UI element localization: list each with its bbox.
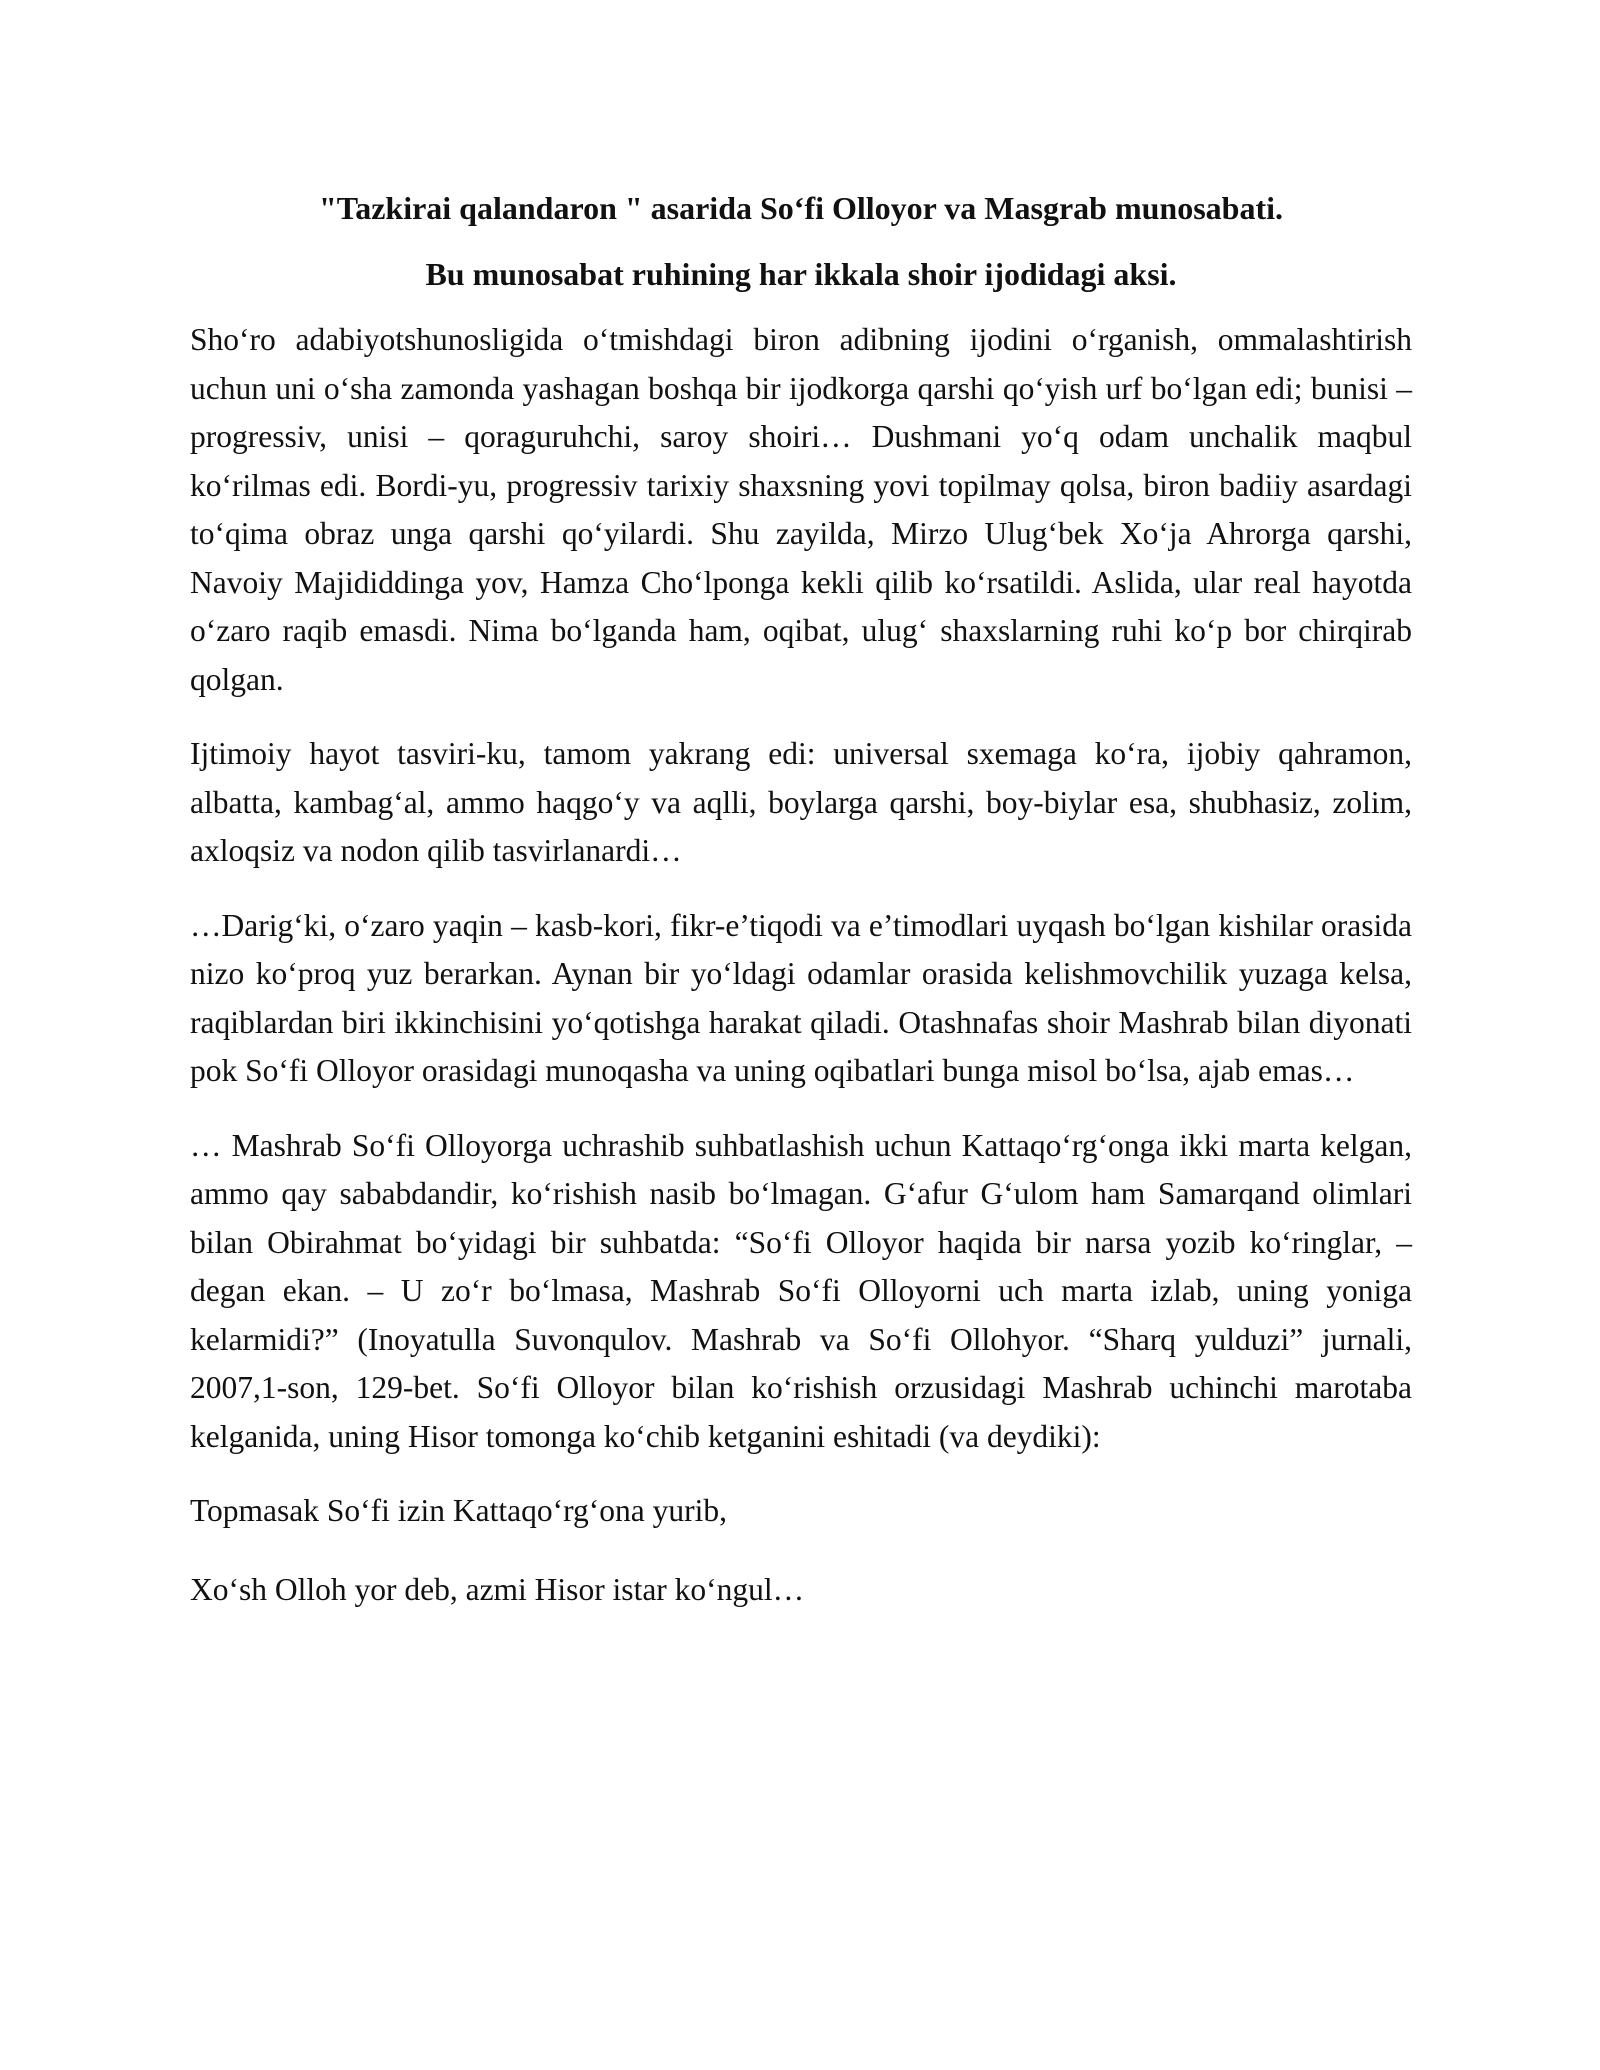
paragraph-2: Ijtimoiy hayot tasviri-ku, tamom yakrang edi: universal sxemaga ko‘ra, ijobiy qahramon, albatta, kambag‘al, ammo haqgo‘y va aqlli, boylarga qarshi, boy-biylar esa, shubhasiz, zolim, axloqsiz va nodon qilib tasvirlanardi… (190, 736, 1412, 868)
document-page (190, 188, 1412, 1644)
paragraph-3: …Darig‘ki, o‘zaro yaqin – kasb-kori, fikr-e’tiqodi va e’timodlari uyqash bo‘lgan kishilar orasida nizo ko‘proq yuz berarkan. Aynan bir yo‘ldagi odamlar orasida kelishmovchilik yuzaga kelsa, raqiblardan biri ikkinchisini yo‘qotishga harakat qiladi. Otashnafas shoir Mashrab bilan diyonati pok So‘fi Olloyor orasidagi munoqasha va uning oqibatlari bunga misol bo‘lsa, ajab emas… (190, 907, 1412, 1088)
paragraph-4: … Mashrab So‘fi Olloyorga uchrashib suhbatlashish uchun Kattaqo‘rg‘onga ikki marta kelgan, ammo qay sababdandir, ko‘rishish nasib bo‘lmagan. G‘afur G‘ulom ham Samarqand olimlari bilan Obirahmat bo‘yidagi bir suhbatda: “So‘fi Olloyor haqida bir narsa yozib ko‘ringlar, – degan ekan. – U zo‘r bo‘lmasa, Mashrab So‘fi Olloyorni uch marta izlab, uning yoniga kelarmidi?” (Inoyatulla Suvonqulov. Mashrab va So‘fi Ollohyor. “Sharq yulduzi” jurnali, 2007,1-son, 129-bet. So‘fi Olloyor bilan ko‘rishish orzusidagi Mashrab uchinchi marotaba kelganida, uning Hisor tomonga ko‘chib ketganini eshitadi (va deydiki): (190, 1127, 1412, 1454)
document-title: "Tazkirai qalandaron " asarida So‘fi Olloyor va Masgrab munosabati. (319, 190, 1283, 226)
document-subtitle: Bu munosabat ruhining har ikkala shoir ijodidagi aksi. (425, 256, 1177, 292)
verse-line-2: Xo‘sh Olloh yor deb, azmi Hisor istar ko‘ngul… (190, 1571, 805, 1607)
verse-line-1: Topmasak So‘fi izin Kattaqo‘rg‘ona yurib, (190, 1493, 727, 1528)
paragraph-1: Sho‘ro adabiyotshunosligida o‘tmishdagi biron adibning ijodini o‘rganish, ommalashtirish uchun uni o‘sha zamonda yashagan boshqa bir ijodkorga qarshi qo‘yish urf bo‘lgan edi; bunisi – progressiv, unisi – qoraguruhchi, saroy shoiri… Dushmani yo‘q odam unchalik maqbul ko‘rilmas edi. Bordi-yu, progressiv tarixiy shaxsning yovi topilmay qolsa, biron badiiy asardagi to‘qima obraz unga qarshi qo‘yilardi. Shu zayilda, Mirzo Ulug‘bek Xo‘ja Ahrorga qarshi, Navoiy Majididdinga yov, Hamza Cho‘lponga kekli qilib ko‘rsatildi. Aslida, ular real hayotda o‘zaro raqib emasdi. Nima bo‘lganda ham, oqibat, ulug‘ shaxslarning ruhi ko‘p bor chirqirab qolgan. (190, 322, 1412, 697)
